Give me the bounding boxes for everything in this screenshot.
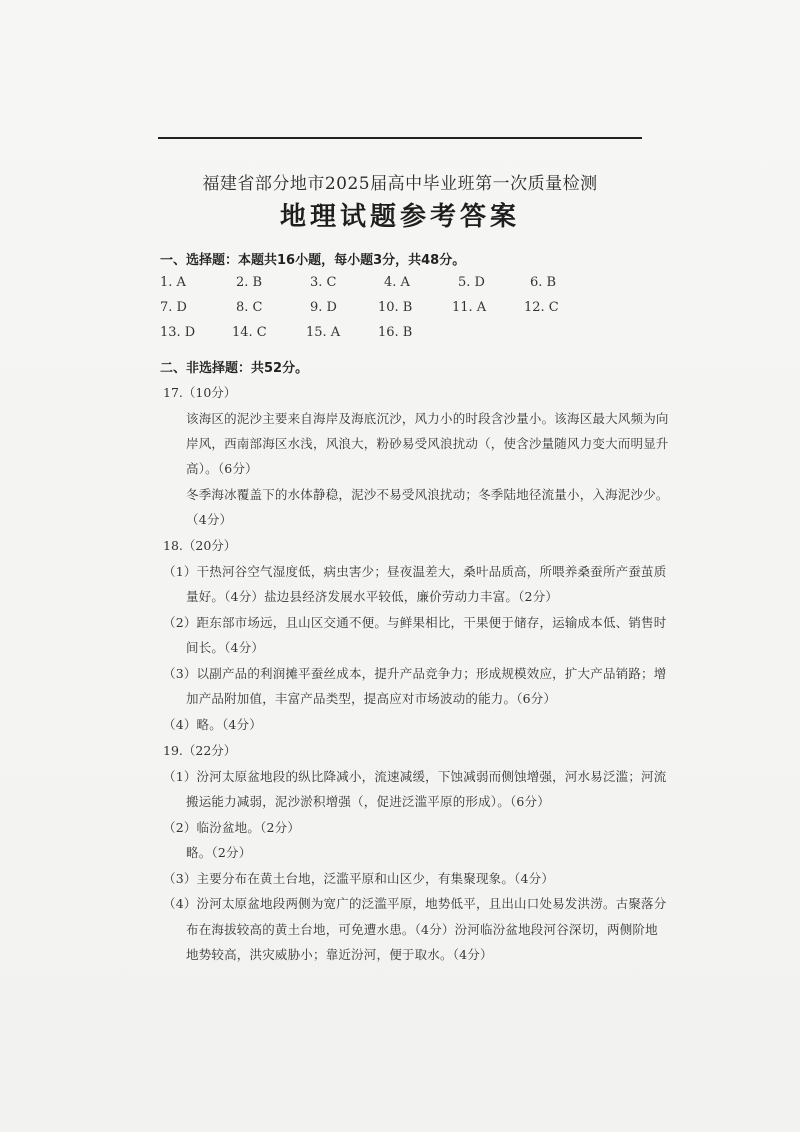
q19-part4-line1: （4）汾河太原盆地段两侧为宽广的泛滥平原，地势低平，且出山口处易发洪涝。古聚落分 [163, 896, 667, 911]
answer-11: 11. A [452, 300, 487, 315]
section-open-heading: 二、非选择题：共52分。 [160, 361, 309, 376]
q19-part1-line1: （1）汾河太原盆地段的纵比降减小，流速减缓，下蚀减弱而侧蚀增强，河水易泛滥；河流 [163, 769, 667, 784]
answer-10: 10. B [378, 300, 413, 315]
answer-4: 4. A [384, 275, 410, 290]
answer-14: 14. C [232, 325, 267, 340]
q19-part2-line2: 略。（2分） [186, 845, 252, 860]
answer-9: 9. D [310, 300, 337, 315]
answer-8: 8. C [236, 300, 263, 315]
q19-part4-line2: 布在海拔较高的黄土台地，可免遭水患。（4分）汾河临汾盆地段河谷深切，两侧阶地 [186, 922, 658, 937]
answer-7: 7. D [160, 300, 187, 315]
q18-part1-line1: （1）干热河谷空气湿度低，病虫害少；昼夜温差大，桑叶品质高，所喂养桑蚕所产蚕茧质 [163, 564, 667, 579]
answer-16: 16. B [378, 325, 413, 340]
answer-3: 3. C [310, 275, 337, 290]
answer-15: 15. A [306, 325, 341, 340]
answer-1: 1. A [160, 275, 186, 290]
page-title: 地理试题参考答案 [279, 202, 520, 232]
q18-part4: （4）略。（4分） [163, 717, 262, 732]
q18-part3-line2: 加产品附加值，丰富产品类型，提高应对市场波动的能力。（6分） [186, 691, 557, 706]
q17-line-2: 岸风，西南部海区水浅，风浪大，粉砂易受风浪扰动（，使含沙量随风力变大而明显升 [186, 436, 669, 451]
q17-line-4: 冬季海冰覆盖下的水体静稳，泥沙不易受风浪扰动；冬季陆地径流量小，入海泥沙少。 [186, 487, 669, 502]
q19-part2-line1: （2）临汾盆地。（2分） [163, 820, 301, 835]
exam-subtitle: 福建省部分地市2025届高中毕业班第一次质量检测 [202, 174, 598, 194]
answer-12: 12. C [524, 300, 559, 315]
q18-part1-line2: 量好。（4分）盐边县经济发展水平较低，廉价劳动力丰富。（2分） [186, 589, 559, 604]
q17-line-1: 该海区的泥沙主要来自海岸及海底沉沙，风力小的时段含沙量小。该海区最大风频为向 [186, 411, 669, 426]
answer-2: 2. B [236, 275, 263, 290]
q17-heading: 17.（10分） [163, 385, 237, 400]
q18-heading: 18.（20分） [163, 538, 237, 553]
q18-part2-line1: （2）距东部市场远，且山区交通不便。与鲜果相比，干果便于储存，运输成本低、销售时 [163, 615, 667, 630]
answer-6: 6. B [530, 275, 557, 290]
section-choice-heading: 一、选择题：本题共16小题，每小题3分，共48分。 [160, 253, 466, 268]
q19-part1-line2: 搬运能力减弱，泥沙淤积增强（，促进泛滥平原的形成）。（6分） [186, 794, 550, 809]
q19-part4-line3: 地势较高，洪灾威胁小；靠近汾河，便于取水。（4分） [186, 947, 493, 962]
q18-part2-line2: 间长。（4分） [186, 640, 265, 655]
top-rule [158, 137, 642, 139]
q17-line-5: （4分） [186, 512, 233, 527]
answer-5: 5. D [458, 275, 485, 290]
q19-heading: 19.（22分） [163, 743, 237, 758]
q19-part3: （3）主要分布在黄土台地，泛滥平原和山区少，有集聚现象。（4分） [163, 871, 555, 886]
answer-13: 13. D [160, 325, 196, 340]
q17-line-3: 高）。（6分） [186, 461, 258, 476]
q18-part3-line1: （3）以副产品的利润摊平蚕丝成本，提升产品竞争力；形成规模效应，扩大产品销路；增 [163, 666, 667, 681]
